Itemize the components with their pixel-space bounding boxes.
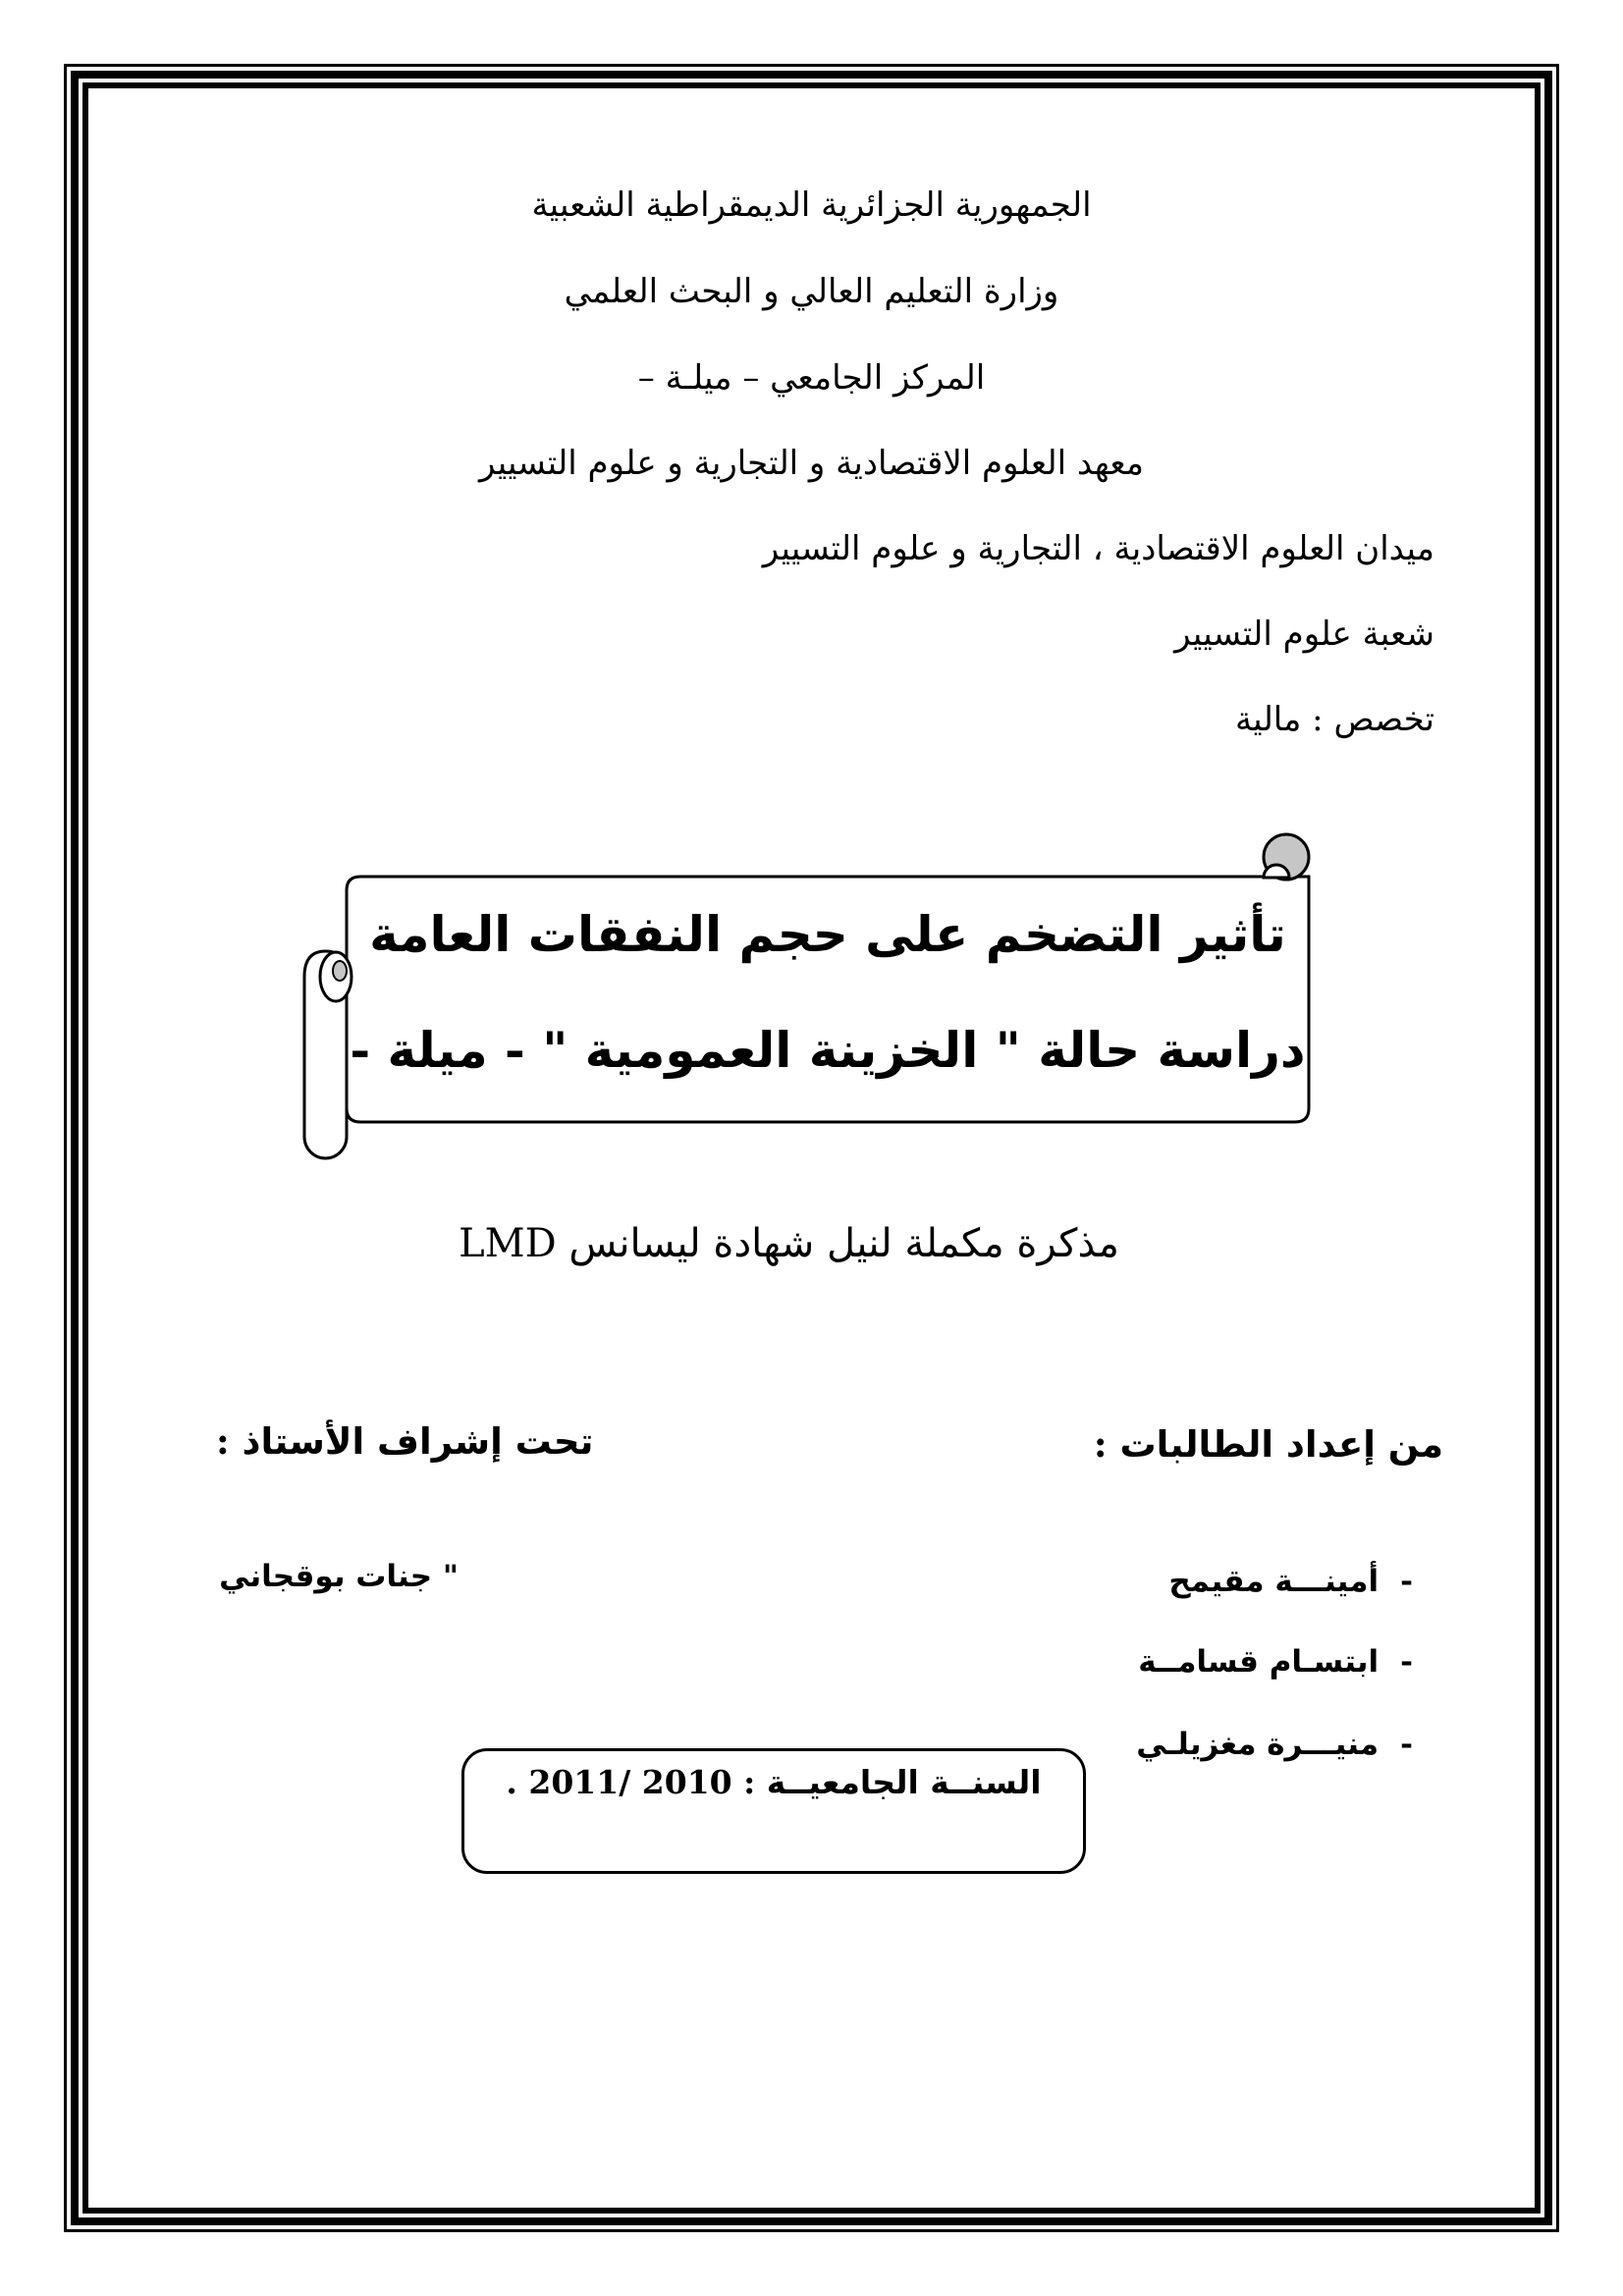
- student-name: ابتسـام قسامــة: [1138, 1644, 1380, 1680]
- dash-bullet: -: [1400, 1564, 1413, 1599]
- dash-bullet: -: [1400, 1727, 1413, 1762]
- student-name: منيـــرة مغزيلـي: [1136, 1727, 1380, 1762]
- header-line-field: ميدان العلوم الاقتصادية ، التجارية و علوم التسيير: [762, 529, 1434, 568]
- student-list-item: [1136, 1724, 1413, 1765]
- authors-heading: من إعداد الطالبات :: [1093, 1422, 1443, 1466]
- academic-year-box: [461, 1748, 1086, 1874]
- header-line-ministry: وزارة التعليم العالي و البحث العلمي: [564, 272, 1059, 311]
- thesis-title-line1: تأثير التضخم على حجم النفقات العامة: [369, 905, 1286, 963]
- degree-line: مذكرة مكملة لنيل شهادة ليسانس LMD: [459, 1221, 1119, 1266]
- supervisor-heading: تحت إشراف الأستاذ :: [216, 1419, 594, 1463]
- header-line-republic: الجمهورية الجزائرية الديمقراطية الشعبية: [531, 186, 1092, 225]
- header-line-branch: شعبة علوم التسيير: [1174, 614, 1434, 654]
- header-line-specialty: تخصص : مالية: [1234, 700, 1434, 739]
- supervisor-name: " جنات بوقجاني: [219, 1559, 459, 1594]
- scroll-left-roll-cap-inner: [333, 961, 347, 981]
- student-list-item: [1168, 1561, 1413, 1602]
- header-line-institute: معهد العلوم الاقتصادية و التجارية و علوم التسيير: [478, 444, 1145, 483]
- academic-year-text: السنــة الجامعيــة : 2010 /2011 .: [506, 1763, 1042, 1801]
- student-list-item: [1138, 1641, 1413, 1682]
- student-name: أمينـــة مقيمح: [1168, 1564, 1380, 1599]
- header-line-center: المركز الجامعي – ميلـة –: [637, 358, 986, 398]
- dash-bullet: -: [1400, 1644, 1413, 1680]
- scroll-curl-right-inner: [1264, 865, 1289, 878]
- thesis-title-line2: دراسة حالة " الخزينة العمومية " - ميلة -: [350, 1021, 1306, 1079]
- scroll-banner-shape: [295, 828, 1321, 1171]
